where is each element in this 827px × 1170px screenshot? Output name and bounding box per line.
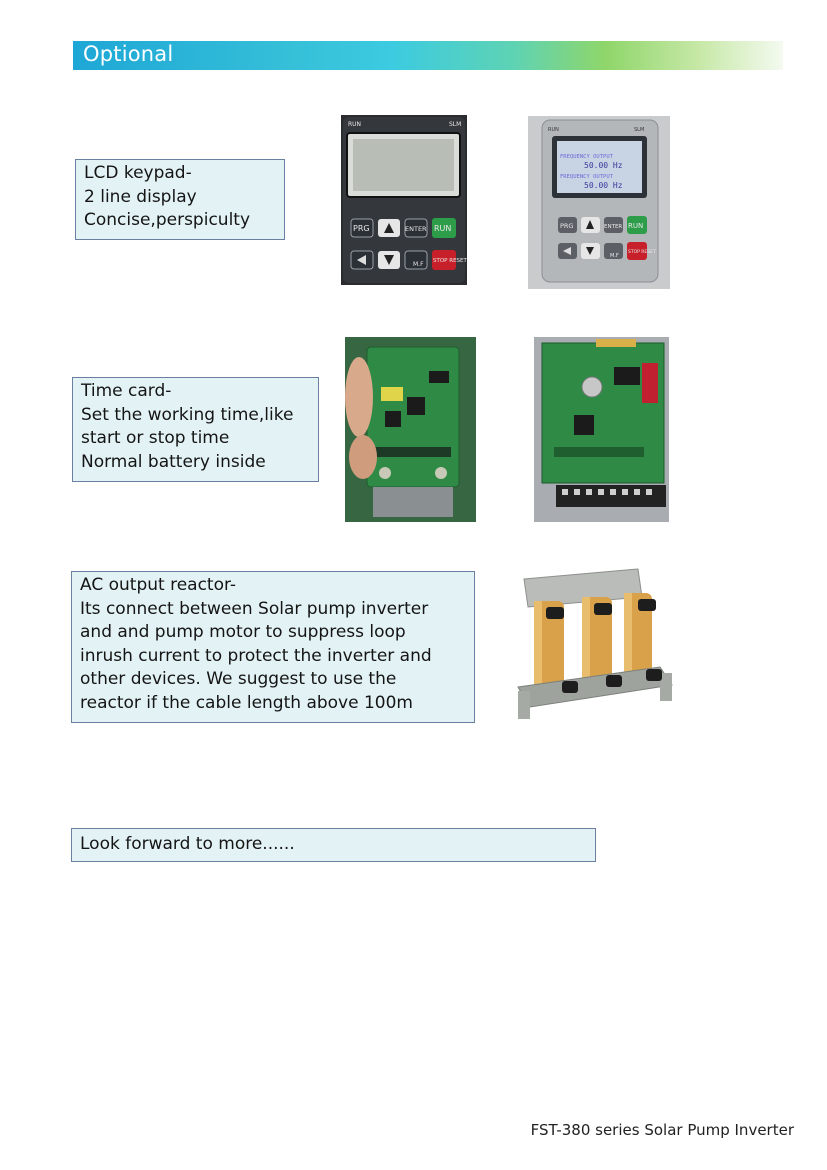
- title-dash: -: [229, 575, 237, 595]
- keypad-top-right-label: SLM: [634, 127, 645, 133]
- lcd-keypad-title: LCD keypad: [84, 163, 186, 183]
- reactor-box: [71, 571, 475, 723]
- time-card-box: [72, 377, 319, 482]
- look-forward-text: Look forward to more......: [80, 834, 295, 854]
- title-dash: -: [185, 163, 192, 183]
- reactor-title: AC output reactor: [80, 575, 230, 595]
- stop-key-label: STOP RESET: [628, 250, 656, 255]
- lcd-line-2: Concise,perspiculty: [84, 210, 251, 230]
- reactor-line-2: and and pump motor to suppress loop: [80, 622, 406, 642]
- lcd-keypad-box: [75, 159, 285, 240]
- prg-key-label: PRG: [560, 222, 574, 230]
- stop-key-label: STOP RESET: [433, 258, 467, 264]
- mf-key-label: M.F: [610, 253, 619, 259]
- mf-key-label: M.F: [413, 261, 424, 268]
- screen-value-2: 50.00 Hz: [584, 181, 623, 190]
- reactor-line-5: reactor if the cable length above 100m: [80, 692, 413, 713]
- light-keypad-image: [528, 116, 670, 289]
- keypad-top-right-label: SLM: [449, 121, 462, 128]
- reactor-line-3: inrush current to protect the inverter and: [80, 645, 432, 666]
- title-dash: -: [165, 381, 172, 401]
- screen-line-2: FREQUENCY OUTPUT: [560, 174, 613, 180]
- time-card-pcb-image: [345, 337, 476, 522]
- run-key-label: RUN: [628, 222, 644, 230]
- section-header-bar: [73, 41, 783, 70]
- prg-key-label: PRG: [353, 224, 370, 233]
- reactor-line-1: Its connect between Solar pump inverter: [80, 598, 429, 619]
- screen-line-1: FREQUENCY OUTPUT: [560, 154, 613, 160]
- run-key-label: RUN: [434, 224, 452, 233]
- reactor-line-4: other devices. We suggest to use the: [80, 669, 397, 689]
- installed-pcb-image: [534, 337, 669, 522]
- keypad-top-left-label: RUN: [548, 127, 559, 133]
- lcd-line-1: 2 line display: [84, 186, 197, 207]
- reactor-image: [510, 557, 682, 733]
- timecard-line-1: Set the working time,like: [81, 404, 294, 425]
- timecard-line-3: Normal battery inside: [81, 451, 266, 472]
- screen-value-1: 50.00 Hz: [584, 161, 623, 170]
- keypad-top-left-label: RUN: [348, 121, 362, 128]
- enter-key-label: ENTER: [604, 224, 623, 230]
- dark-keypad-image: [341, 115, 467, 285]
- look-forward-box: [71, 828, 596, 862]
- time-card-title: Time card: [81, 381, 166, 401]
- page-footer: FST-380 series Solar Pump Inverter: [530, 1121, 794, 1139]
- enter-key-label: ENTER: [405, 225, 427, 233]
- section-title: Optional: [83, 42, 174, 66]
- timecard-line-2: start or stop time: [81, 428, 230, 448]
